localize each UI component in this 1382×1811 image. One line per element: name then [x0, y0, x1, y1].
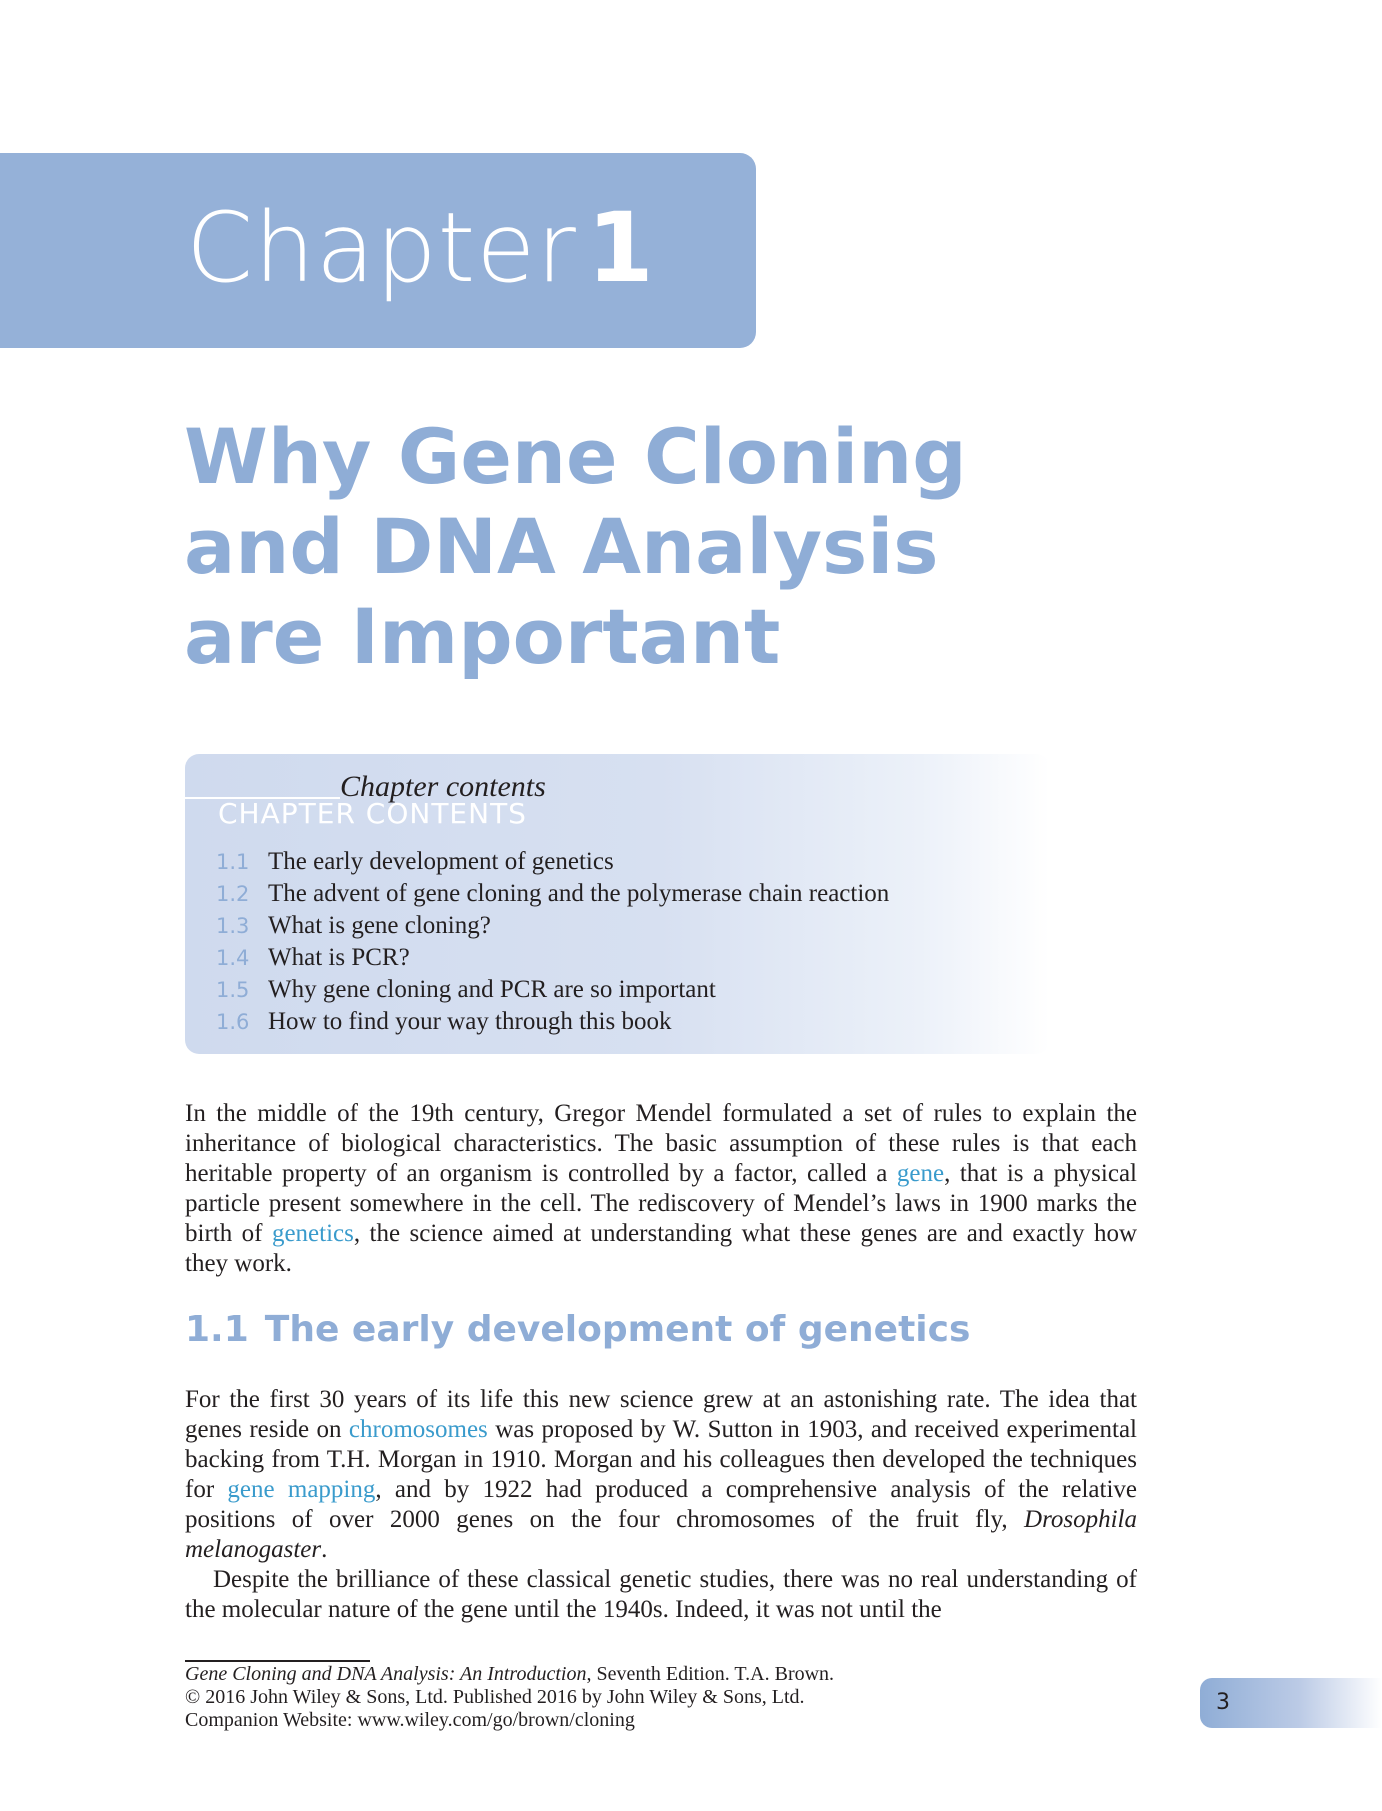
citation-line [185, 1663, 834, 1686]
contents-item-number: 1.6 [216, 1010, 250, 1034]
chapter-label [186, 192, 655, 304]
contents-item-number: 1.3 [216, 914, 250, 938]
chapter-title-line: Why Gene Cloning [184, 412, 967, 501]
contents-item-label: The advent of gene cloning and the polymerase chain reaction [268, 880, 890, 907]
section-heading [185, 1308, 970, 1352]
chapter-number: 1 [586, 192, 655, 304]
glossary-term-gene[interactable]: gene [896, 1160, 945, 1187]
body-text: For the first 30 years of its life this new science grew at an astonishing rate. The idea that genes reside on [185, 1386, 1137, 1443]
contents-item-number: 1.5 [216, 978, 250, 1002]
chapter-word: Chapter [186, 192, 577, 304]
chapter-title-line: and DNA Analysis [184, 502, 939, 591]
chapter-title [184, 412, 1084, 682]
body-text: was proposed by W. Sutton in 1903, and received experimental backing from T.H. Morgan in 1910. Morgan and his colleagues then developed the techniques for [185, 1416, 1137, 1503]
companion-website[interactable]: Companion Website: www.wiley.com/go/brown/cloning [185, 1709, 635, 1731]
contents-item-label: What is gene cloning? [268, 912, 491, 939]
glossary-term-genetics[interactable]: genetics [271, 1220, 354, 1247]
contents-item[interactable] [216, 1006, 889, 1038]
contents-item[interactable] [216, 878, 889, 910]
section-title: The early development of genetics [264, 1309, 971, 1350]
contents-item-number: 1.1 [216, 850, 250, 874]
book-title: Gene Cloning and DNA Analysis: An Introduction [185, 1663, 587, 1685]
footnote [185, 1663, 834, 1732]
contents-item[interactable] [216, 910, 889, 942]
body-paragraph: Despite the brilliance of these classical genetic studies, there was no real understanding of the molecular nature of the gene until the 1940s. Indeed, it was not until the [185, 1566, 1137, 1623]
species-name: Drosophila melanogaster [185, 1506, 1137, 1563]
contents-item-label: What is PCR? [268, 944, 410, 971]
intro-text: , that is a physical particle present somewhere in the cell. The rediscovery of Mendel’s laws in 1900 marks the birth of [185, 1160, 1137, 1247]
footnote-divider [185, 1660, 370, 1662]
body-text: , and by 1922 had produced a comprehensive analysis of the relative positions of over 2000 genes on the four chromosomes of the fruit fly, [185, 1476, 1138, 1533]
body-paragraph [185, 1385, 1137, 1565]
contents-item[interactable] [216, 942, 889, 974]
body-text: . [321, 1536, 328, 1563]
contents-heading-overlay: CHAPTER CONTENTS [218, 797, 527, 830]
contents-item-label: The early development of genetics [268, 848, 614, 875]
contents-item[interactable] [216, 846, 889, 878]
contents-item-number: 1.2 [216, 882, 250, 906]
contents-item-label: Why gene cloning and PCR are so important [268, 976, 716, 1003]
intro-paragraph [185, 1099, 1137, 1279]
page-number: 3 [1216, 1690, 1230, 1715]
chapter-title-line: are Important [184, 592, 781, 681]
section-number: 1.1 [185, 1309, 249, 1350]
intro-text: In the middle of the 19th century, Gregor Mendel formulated a set of rules to explain the inheritance of biological characteristics. The basic assumption of these rules is that each heritable property of an organism is controlled by a factor, called a [185, 1100, 1137, 1187]
glossary-term-gene-mapping[interactable]: gene mapping [227, 1476, 376, 1503]
contents-heading: Chapter contents [340, 770, 546, 803]
contents-item-number: 1.4 [216, 946, 250, 970]
contents-list [216, 846, 889, 1038]
copyright-line: © 2016 John Wiley & Sons, Ltd. Published 2016 by John Wiley & Sons, Ltd. [185, 1686, 805, 1708]
edition-info: , Seventh Edition. T.A. Brown. [586, 1663, 835, 1685]
contents-item-label: How to find your way through this book [268, 1008, 672, 1035]
contents-item[interactable] [216, 974, 889, 1006]
glossary-term-chromosomes[interactable]: chromosomes [348, 1416, 488, 1443]
intro-text: , the science aimed at understanding what these genes are and exactly how they work. [185, 1220, 1137, 1277]
